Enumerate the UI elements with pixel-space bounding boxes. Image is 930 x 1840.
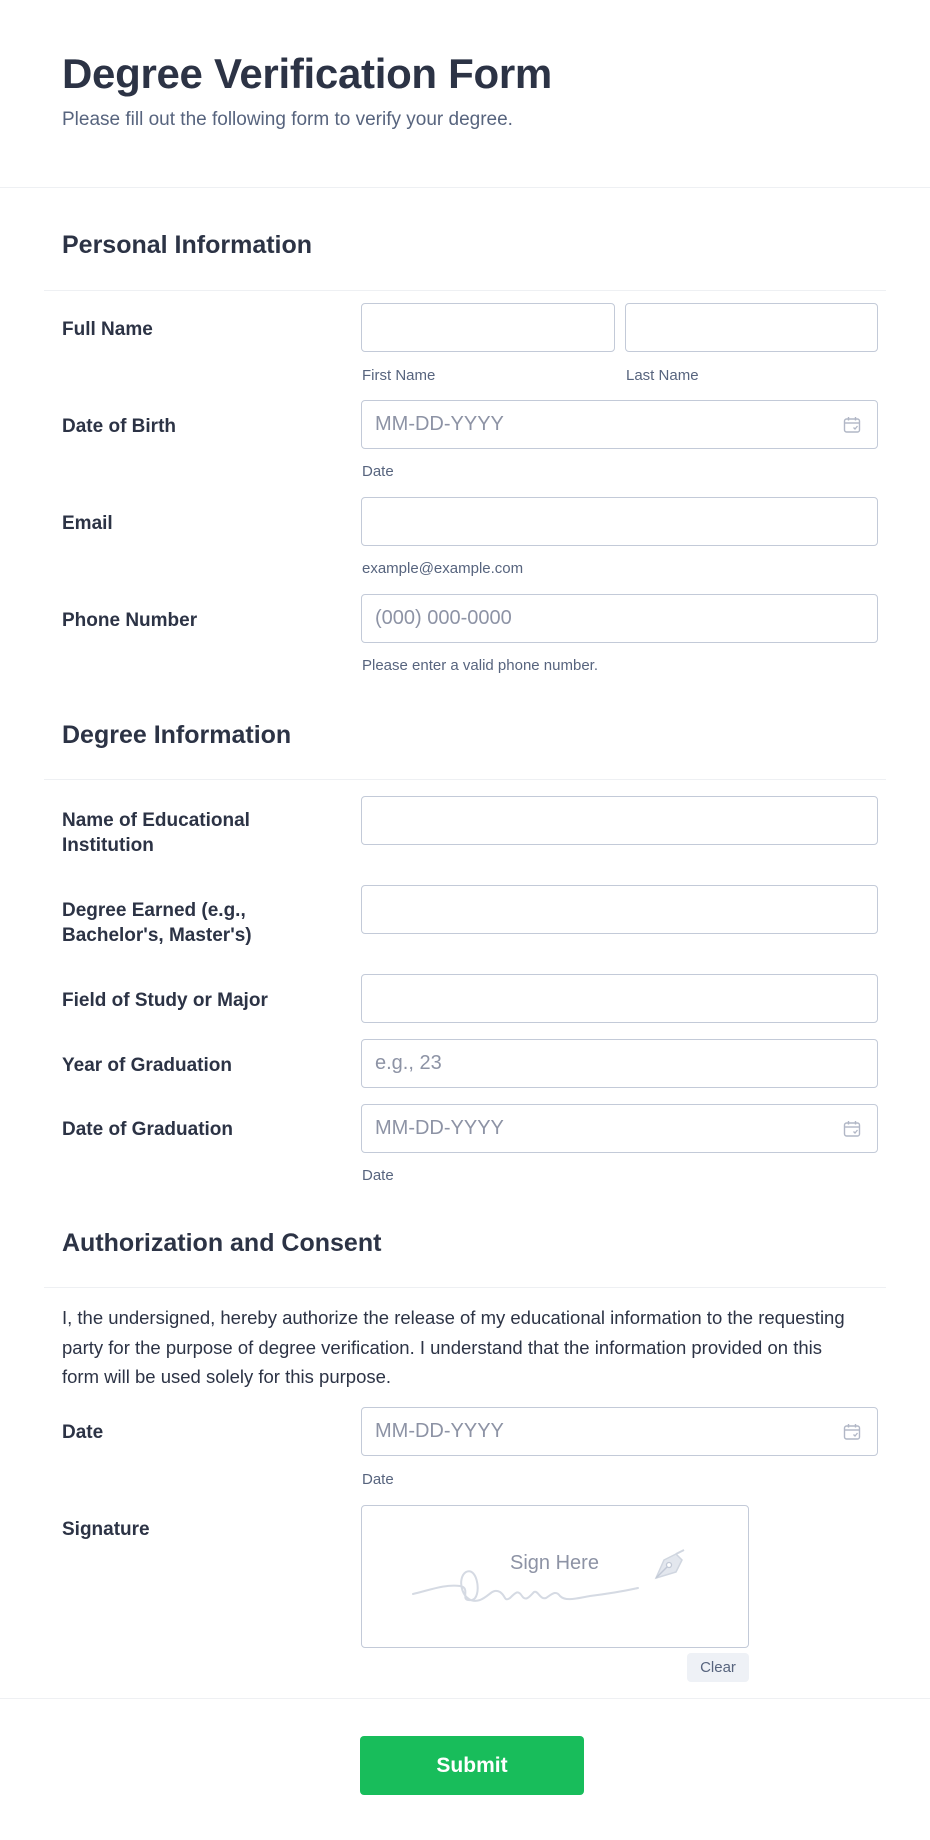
field-of-study-label: Field of Study or Major <box>62 990 268 1011</box>
last-name-sublabel: Last Name <box>626 367 699 384</box>
dob-sublabel: Date <box>362 463 394 480</box>
section-title-personal: Personal Information <box>62 231 313 259</box>
year-label: Year of Graduation <box>62 1055 232 1076</box>
institution-input[interactable] <box>361 796 878 845</box>
section-title-consent: Authorization and Consent <box>62 1229 382 1257</box>
dob-label: Date of Birth <box>62 416 176 437</box>
submit-button[interactable]: Submit <box>360 1736 584 1795</box>
section-title-degree: Degree Information <box>62 721 292 749</box>
email-input[interactable] <box>361 497 878 546</box>
full-name-label: Full Name <box>62 319 153 340</box>
calendar-icon[interactable] <box>843 416 861 434</box>
calendar-icon[interactable] <box>843 1423 861 1441</box>
signature-label: Signature <box>62 1519 150 1540</box>
footer-divider <box>0 1698 930 1699</box>
consent-date-label: Date <box>62 1422 104 1443</box>
calendar-icon[interactable] <box>843 1120 861 1138</box>
section-divider <box>44 1287 886 1288</box>
degree-earned-input[interactable] <box>361 885 878 934</box>
dob-input[interactable] <box>361 400 878 449</box>
first-name-input[interactable] <box>361 303 615 352</box>
signature-placeholder: Sign Here <box>510 1552 599 1574</box>
page-title: Degree Verification Form <box>62 50 552 97</box>
section-divider <box>44 779 886 780</box>
pen-nib-icon <box>650 1546 690 1586</box>
consent-text: I, the undersigned, hereby authorize the release of my educational information to the requesting party for the purpose of degree verification. I understand that the information provided on this form will be used solely for this purpose. <box>62 1307 845 1387</box>
page-subtitle: Please fill out the following form to verify your degree. <box>62 109 513 130</box>
phone-input[interactable] <box>361 594 878 643</box>
email-label: Email <box>62 513 113 534</box>
field-of-study-input[interactable] <box>361 974 878 1023</box>
consent-date-sublabel: Date <box>362 1471 394 1488</box>
grad-date-input[interactable] <box>361 1104 878 1153</box>
phone-label: Phone Number <box>62 610 198 631</box>
section-divider <box>44 290 886 291</box>
phone-sublabel: Please enter a valid phone number. <box>362 657 598 674</box>
signature-pad[interactable] <box>361 1505 749 1648</box>
grad-date-sublabel: Date <box>362 1167 394 1184</box>
first-name-sublabel: First Name <box>362 367 436 384</box>
last-name-input[interactable] <box>625 303 878 352</box>
degree-earned-label: Degree Earned (e.g., Bachelor's, Master's) <box>62 900 252 946</box>
year-input[interactable] <box>361 1039 878 1088</box>
form-header <box>0 0 930 188</box>
institution-label: Name of Educational Institution <box>62 810 250 856</box>
email-sublabel: example@example.com <box>362 560 524 577</box>
grad-date-label: Date of Graduation <box>62 1119 234 1140</box>
clear-signature-button[interactable]: Clear <box>687 1653 749 1682</box>
consent-date-input[interactable] <box>361 1407 878 1456</box>
